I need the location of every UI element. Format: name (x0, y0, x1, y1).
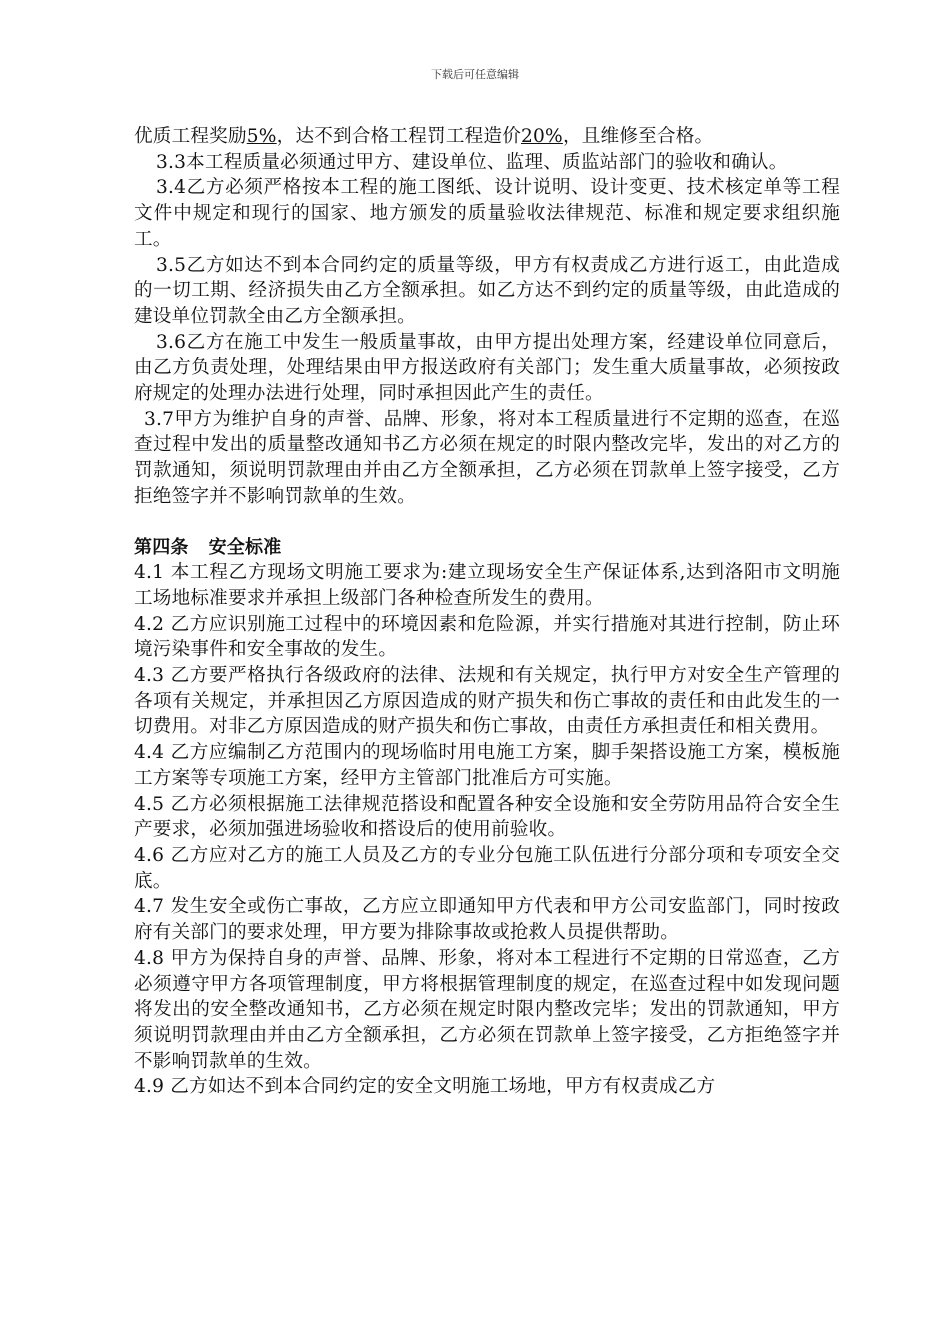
underlined-percent: 20% (521, 126, 563, 147)
section-title: 安全标准 (208, 536, 282, 558)
clause-3-7: 3.7甲方为维护自身的声誉、品牌、形象，将对本工程质量进行不定期的巡查，在巡查过程中发出的质量整改通知书乙方必须在规定的时限内整改完毕，发出的对乙方的罚款通知，须说明罚款理由并由乙方全额承担，乙方必须在罚款单上签字接受，乙方拒绝签字并不影响罚款单的生效。 (134, 408, 840, 507)
clause-3-4: 3.4乙方必须严格按本工程的施工图纸、设计说明、设计变更、技术核定单等工程文件中规定和现行的国家、地方颁发的质量验收法律规范、标准和规定要求组织施工。 (134, 177, 840, 250)
text-run: ，达不到合格工程罚工程造价 (276, 126, 521, 147)
clause-4-6: 4.6 乙方应对乙方的施工人员及乙方的专业分包施工队伍进行分部分项和专项安全交底。 (134, 844, 840, 892)
text-run: 优质工程奖励 (134, 126, 247, 147)
clause-4-7: 4.7 发生安全或伤亡事故，乙方应立即通知甲方代表和甲方公司安监部门，同时按政府有关部门的要求处理，甲方要为排除事故或抢救人员提供帮助。 (134, 896, 840, 944)
clause-3-6: 3.6乙方在施工中发生一般质量事故，由甲方提出处理方案，经建设单位同意后，由乙方负责处理，处理结果由甲方报送政府有关部门；发生重大质量事故，必须按政府规定的处理办法进行处理，同时承担因此产生的责任。 (134, 331, 840, 405)
clause-4-1: 4.1 本工程乙方现场文明施工要求为:建立现场安全生产保证体系,达到洛阳市文明施工场地标准要求并承担上级部门各种检查所发生的费用。 (134, 562, 840, 609)
section-heading (134, 535, 840, 561)
clause-4-4: 4.4 乙方应编制乙方范围内的现场临时用电施工方案，脚手架搭设施工方案，模板施工方案等专项施工方案，经甲方主管部门批准后方可实施。 (134, 742, 840, 789)
clause-4-2: 4.2 乙方应识别施工过程中的环境因素和危险源，并实行措施对其进行控制，防止环境污染事件和安全事故的发生。 (134, 613, 840, 661)
paragraph-3-2-continued (134, 124, 840, 150)
clause-4-5: 4.5 乙方必须根据施工法律规范搭设和配置各种安全设施和安全劳防用品符合安全生产要求，必须加强进场验收和搭设后的使用前验收。 (134, 793, 840, 841)
clause-4-9: 4.9 乙方如达不到本合同约定的安全文明施工场地，甲方有权责成乙方 (134, 1076, 716, 1098)
page-header-note: 下载后可任意编辑 (431, 68, 519, 81)
clause-4-8: 4.8 甲方为保持自身的声誉、品牌、形象，将对本工程进行不定期的日常巡查，乙方必须遵守甲方各项管理制度，甲方将根据管理制度的规定，在巡查过程中如发现问题将发出的安全整改通知书，乙方必须在规定时限内整改完毕；发出的罚款通知，甲方须说明罚款理由并由乙方全额承担，乙方必须在罚款单上签字接受，乙方拒绝签字并不影响罚款单的生效。 (134, 947, 840, 1072)
underlined-percent: 5% (246, 126, 277, 147)
document-body (134, 124, 840, 1100)
clause-3-5: 3.5乙方如达不到本合同约定的质量等级，甲方有权责成乙方进行返工，由此造成的一切工期、经济损失由乙方全额承担。如乙方达不到约定的质量等级，由此造成的建设单位罚款全由乙方全额承担。 (134, 254, 840, 327)
text-run: ，且维修至合格。 (562, 126, 714, 147)
clause-3-3: 3.3本工程质量必须通过甲方、建设单位、监理、质监站部门的验收和确认。 (156, 151, 788, 173)
section-number: 第四条 (134, 536, 189, 558)
spacer (134, 510, 840, 535)
clause-4-3: 4.3 乙方要严格执行各级政府的法律、法规和有关规定，执行甲方对安全生产管理的各项有关规定，并承担因乙方原因造成的财产损失和伤亡事故的责任和由此发生的一切费用。对非乙方原因造成的财产损失和伤亡事故，由责任方承担责任和相关费用。 (134, 665, 840, 738)
